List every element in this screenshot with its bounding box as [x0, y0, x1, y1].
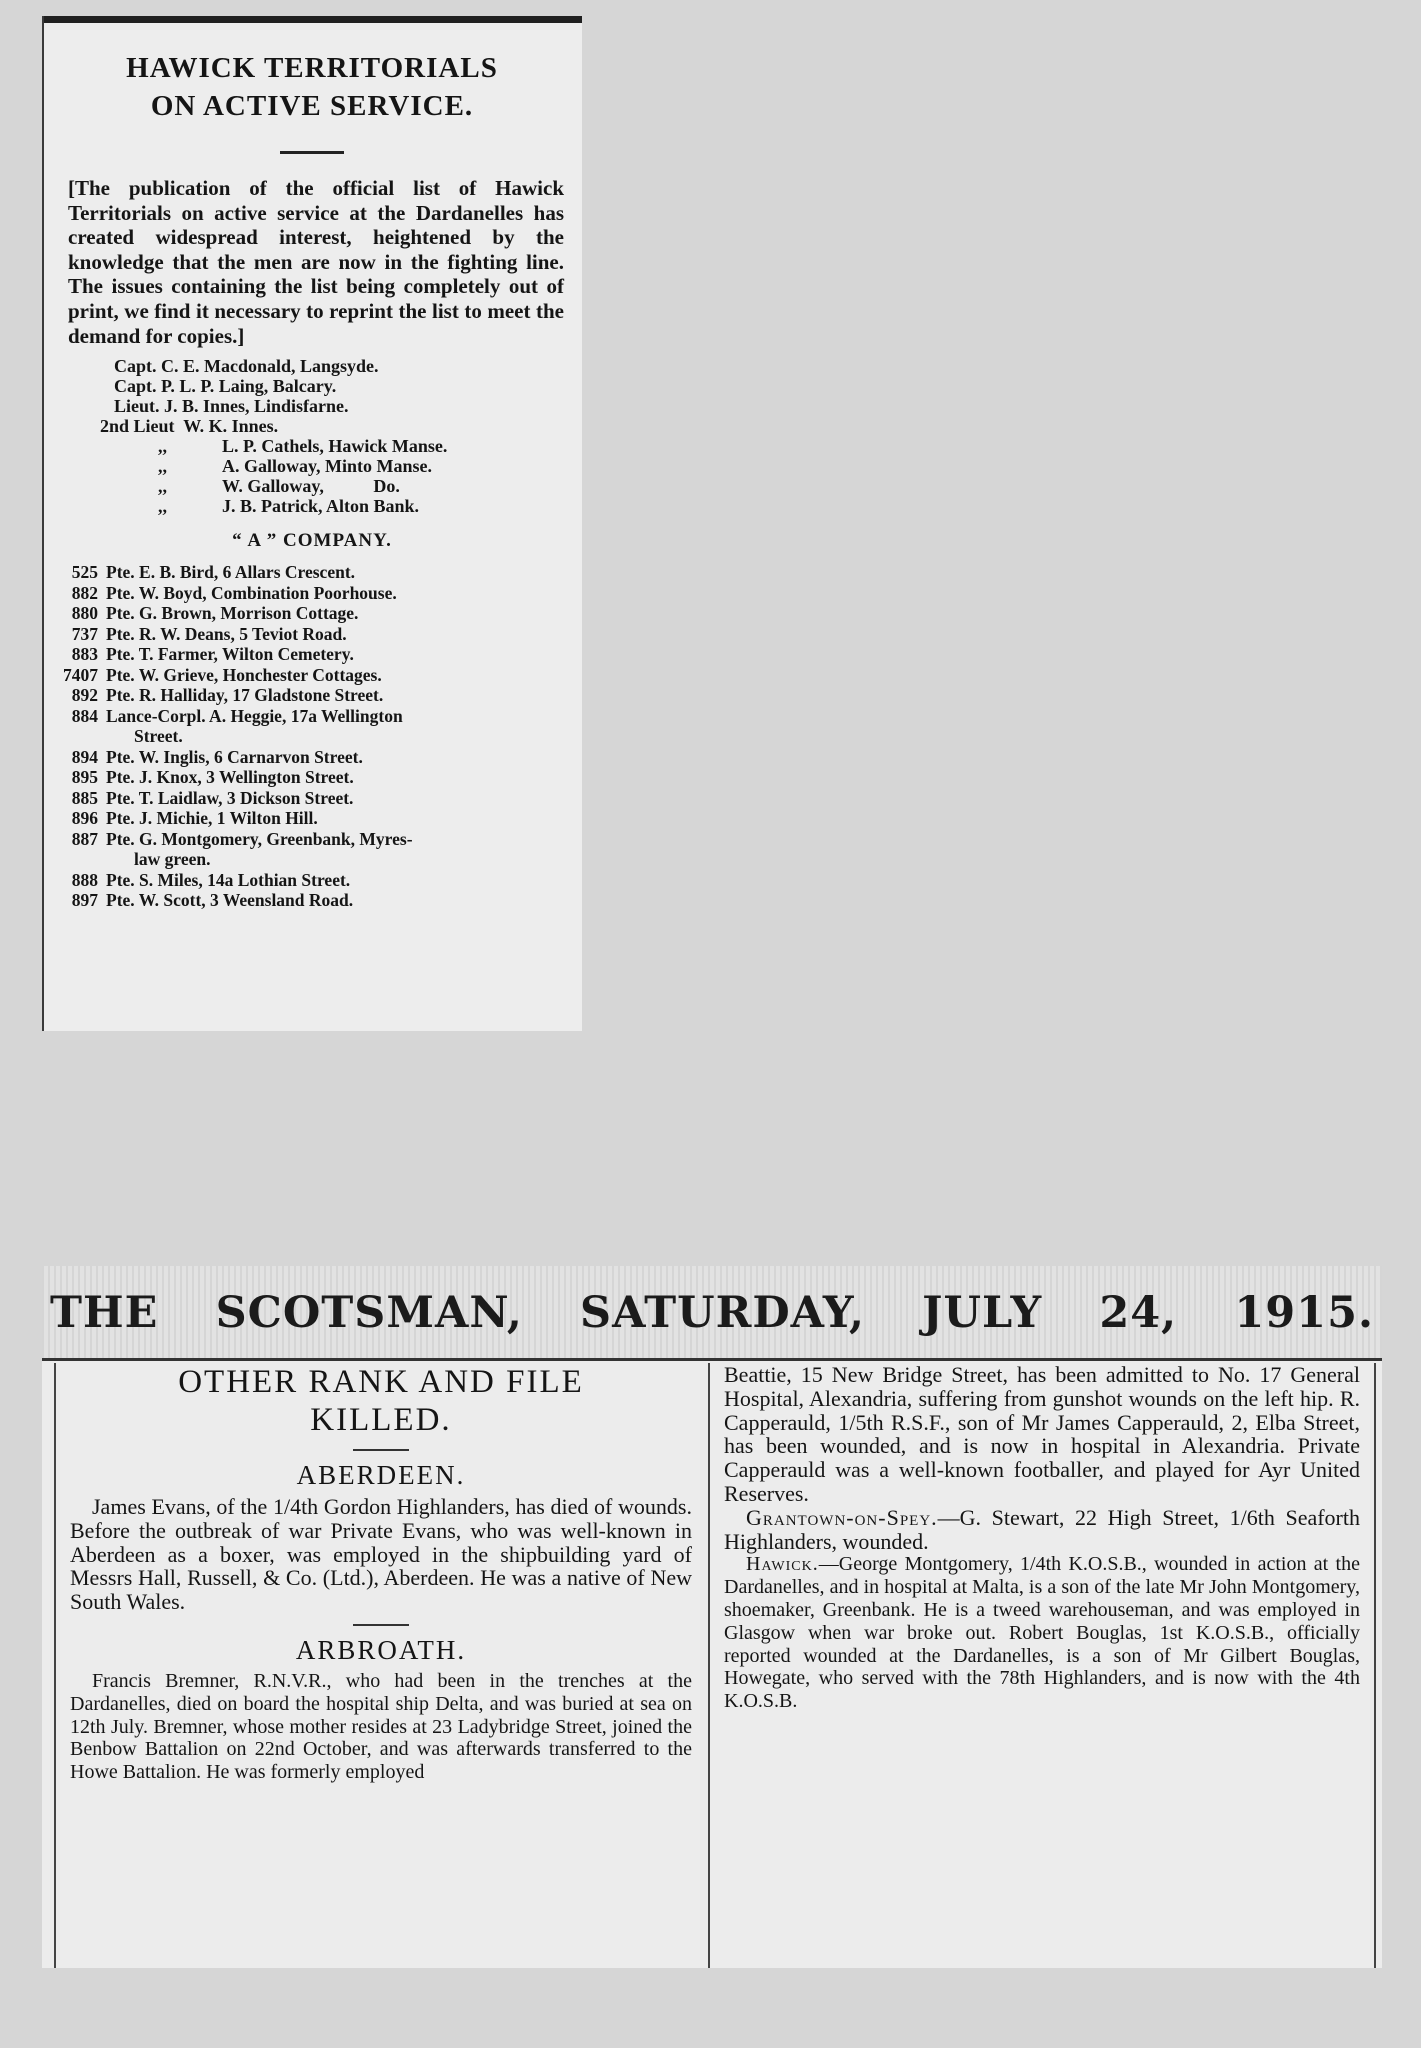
officer-row [56, 496, 568, 516]
officers-list [56, 356, 568, 516]
private-row [56, 644, 568, 665]
service-number: 885 [71, 787, 98, 808]
private-entry: Pte. G. Brown, Morrison Cottage. [106, 603, 359, 624]
masthead-word: JULY [922, 1288, 1043, 1338]
officer-name: W. Galloway, [222, 476, 324, 497]
section-title-line-2: KILLED. [310, 1402, 452, 1438]
headline-line-1: HAWICK TERRITORIALS [126, 52, 498, 84]
officer-row [56, 436, 568, 456]
private-entry: Pte. W. Boyd, Combination Poorhouse. [106, 582, 397, 603]
service-number: 880 [71, 603, 98, 624]
private-row [56, 624, 568, 645]
private-row [56, 706, 568, 727]
private-entry: Pte. T. Laidlaw, 3 Dickson Street. [106, 787, 354, 808]
service-number: 896 [71, 808, 98, 829]
ditto-mark: ,, [158, 476, 167, 497]
company-heading: “ A ” COMPANY. [232, 530, 392, 552]
privates-list [56, 562, 568, 911]
private-row [56, 603, 568, 624]
right-paragraph-3 [724, 1553, 1360, 1713]
masthead-word: 1915. [1234, 1288, 1374, 1338]
divider [353, 1624, 409, 1626]
top-rule [42, 16, 582, 23]
masthead-text [50, 1288, 1374, 1338]
private-entry: Street. [134, 726, 183, 747]
service-number: 884 [71, 705, 98, 726]
service-number: 894 [71, 746, 98, 767]
private-row [56, 890, 568, 911]
masthead-word: THE [50, 1288, 159, 1338]
column-rule [1374, 1363, 1376, 1968]
service-number: 888 [71, 869, 98, 890]
officer-row [56, 456, 568, 476]
private-row [56, 747, 568, 768]
paragraph-text: —George Montgomery, 1/4th K.O.S.B., wounded in action at the Dardanelles, and in hospital at Malta, is a son of the late Mr John Montgomery, shoemaker, Greenbank. He is a tweed warehouseman, and was employed in Glasgow when war broke out. Robert Bouglas, 1st K.O.S.B., officially reported wounded at the Dardanelles, is a son of Mr Gilbert Bouglas, Howegate, who served with the 78th Highlanders, and is now with the 4th K.O.S.B. [724, 1553, 1360, 1713]
masthead-word: SATURDAY, [580, 1288, 865, 1338]
paragraph-text: —G. Stewart, 22 High Street, 1/6th Seaforth Highlanders, wounded. [724, 1504, 1360, 1554]
private-row [56, 829, 568, 850]
service-number: 883 [71, 644, 98, 665]
ditto-mark: ,, [158, 456, 167, 477]
service-number: 525 [71, 562, 98, 583]
place-heading-aberdeen: ABERDEEN. [296, 1460, 466, 1490]
officer-row: Capt. P. L. P. Laing, Balcary. [114, 376, 337, 397]
section-title-line-1: OTHER RANK AND FILE [178, 1364, 584, 1400]
place-heading-arbroath: ARBROATH. [295, 1634, 467, 1665]
private-entry: Pte. W. Scott, 3 Weensland Road. [106, 890, 354, 911]
left-column [54, 1363, 702, 1968]
officer-row: Lieut. J. B. Innes, Lindisfarne. [114, 396, 349, 417]
headline-line-2: ON ACTIVE SERVICE. [150, 90, 474, 122]
right-paragraph-1: Beattie, 15 New Bridge Street, has been admitted to No. 17 General Hospital, Alexandria, suffering from gunshot wounds on the left hip. R. Capperauld, 1/5th R.S.F., son of Mr James Capperauld, 2, Elba Street, has been wounded, and is now in hospital in Alexandria. Private Capperauld was a well-known footballer, and played for Ayr United Reserves. [724, 1362, 1360, 1506]
service-number: 7407 [63, 664, 98, 685]
rank-label: 2nd Lieut [100, 416, 175, 437]
officer-name: W. K. Innes. [183, 416, 279, 437]
ditto-mark: ,, [158, 496, 167, 517]
private-row [56, 726, 568, 747]
service-number: 737 [71, 623, 98, 644]
service-number: 887 [71, 828, 98, 849]
officer-name: A. Galloway, Minto Manse. [222, 456, 432, 477]
masthead-word: SCOTSMAN, [215, 1288, 523, 1338]
private-row [56, 583, 568, 604]
ditto-mark: ,, [158, 436, 167, 457]
officer-name: L. P. Cathels, Hawick Manse. [222, 436, 448, 457]
private-entry: Pte. E. B. Bird, 6 Allars Crescent. [106, 562, 356, 583]
service-number: 895 [71, 767, 98, 788]
officer-row: Capt. C. E. Macdonald, Langsyde. [114, 356, 379, 377]
service-number: 882 [71, 582, 98, 603]
masthead [42, 1266, 1382, 1361]
private-row [56, 808, 568, 829]
headline [56, 49, 568, 125]
private-row [56, 685, 568, 706]
private-entry: law green. [134, 849, 211, 870]
service-number: 892 [71, 685, 98, 706]
private-row [56, 849, 568, 870]
place-name: Hawick. [746, 1553, 819, 1576]
private-row [56, 870, 568, 891]
private-entry: Pte. R. Halliday, 17 Gladstone Street. [106, 685, 384, 706]
private-row [56, 562, 568, 583]
officer-row [56, 416, 568, 436]
divider [353, 1449, 409, 1451]
private-entry: Pte. R. W. Deans, 5 Teviot Road. [106, 623, 347, 644]
clipping-scotsman [42, 1266, 1382, 1968]
arbroath-paragraph: Francis Bremner, R.N.V.R., who had been in the trenches at the Dardanelles, died on board the hospital ship Delta, and was buried at sea on 12th July. Bremner, whose mother resides at 23 Ladybridge Street, joined the Benbow Battalion on 22nd October, and was afterwards transferred to the Howe Battalion. He was formerly employed [70, 1669, 692, 1784]
private-row [56, 767, 568, 788]
section-title [70, 1363, 692, 1439]
clipping-territorials [42, 16, 582, 1031]
right-paragraph-2 [724, 1506, 1360, 1554]
private-entry: Lance-Corpl. A. Heggie, 17a Wellington [106, 705, 403, 726]
private-row [56, 665, 568, 686]
intro-paragraph: [The publication of the official list of Hawick Territorials on active service at the Dardanelles has created widespread interest, heightened by the knowledge that the men are now in the fighting line. The issues containing the list being completely out of print, we find it necessary to reprint the list to meet the demand for copies.] [68, 176, 564, 348]
officer-name: J. B. Patrick, Alton Bank. [222, 496, 420, 517]
private-entry: Pte. T. Farmer, Wilton Cemetery. [106, 644, 354, 665]
right-column [708, 1363, 1372, 1968]
private-entry: Pte. W. Grieve, Honchester Cottages. [106, 664, 382, 685]
private-entry: Pte. G. Montgomery, Greenbank, Myres- [106, 828, 413, 849]
column-rule [42, 16, 44, 1031]
private-entry: Pte. S. Miles, 14a Lothian Street. [106, 869, 351, 890]
masthead-word: 24, [1099, 1288, 1178, 1338]
divider [280, 151, 344, 154]
private-entry: Pte. J. Michie, 1 Wilton Hill. [106, 808, 318, 829]
ditto-do: Do. [373, 476, 400, 497]
service-number: 897 [71, 890, 98, 911]
private-entry: Pte. J. Knox, 3 Wellington Street. [106, 767, 354, 788]
place-name: Grantown-on-Spey. [746, 1504, 938, 1530]
private-entry: Pte. W. Inglis, 6 Carnarvon Street. [106, 746, 363, 767]
aberdeen-paragraph: James Evans, of the 1/4th Gordon Highlanders, has died of wounds. Before the outbreak of war Private Evans, who was well-known in Aberdeen as a boxer, was employed in the shipbuilding yard of Messrs Hall, Russell, & Co. (Ltd.), Aberdeen. He was a native of New South Wales. [70, 1494, 692, 1615]
officer-row [56, 476, 568, 496]
private-row [56, 788, 568, 809]
